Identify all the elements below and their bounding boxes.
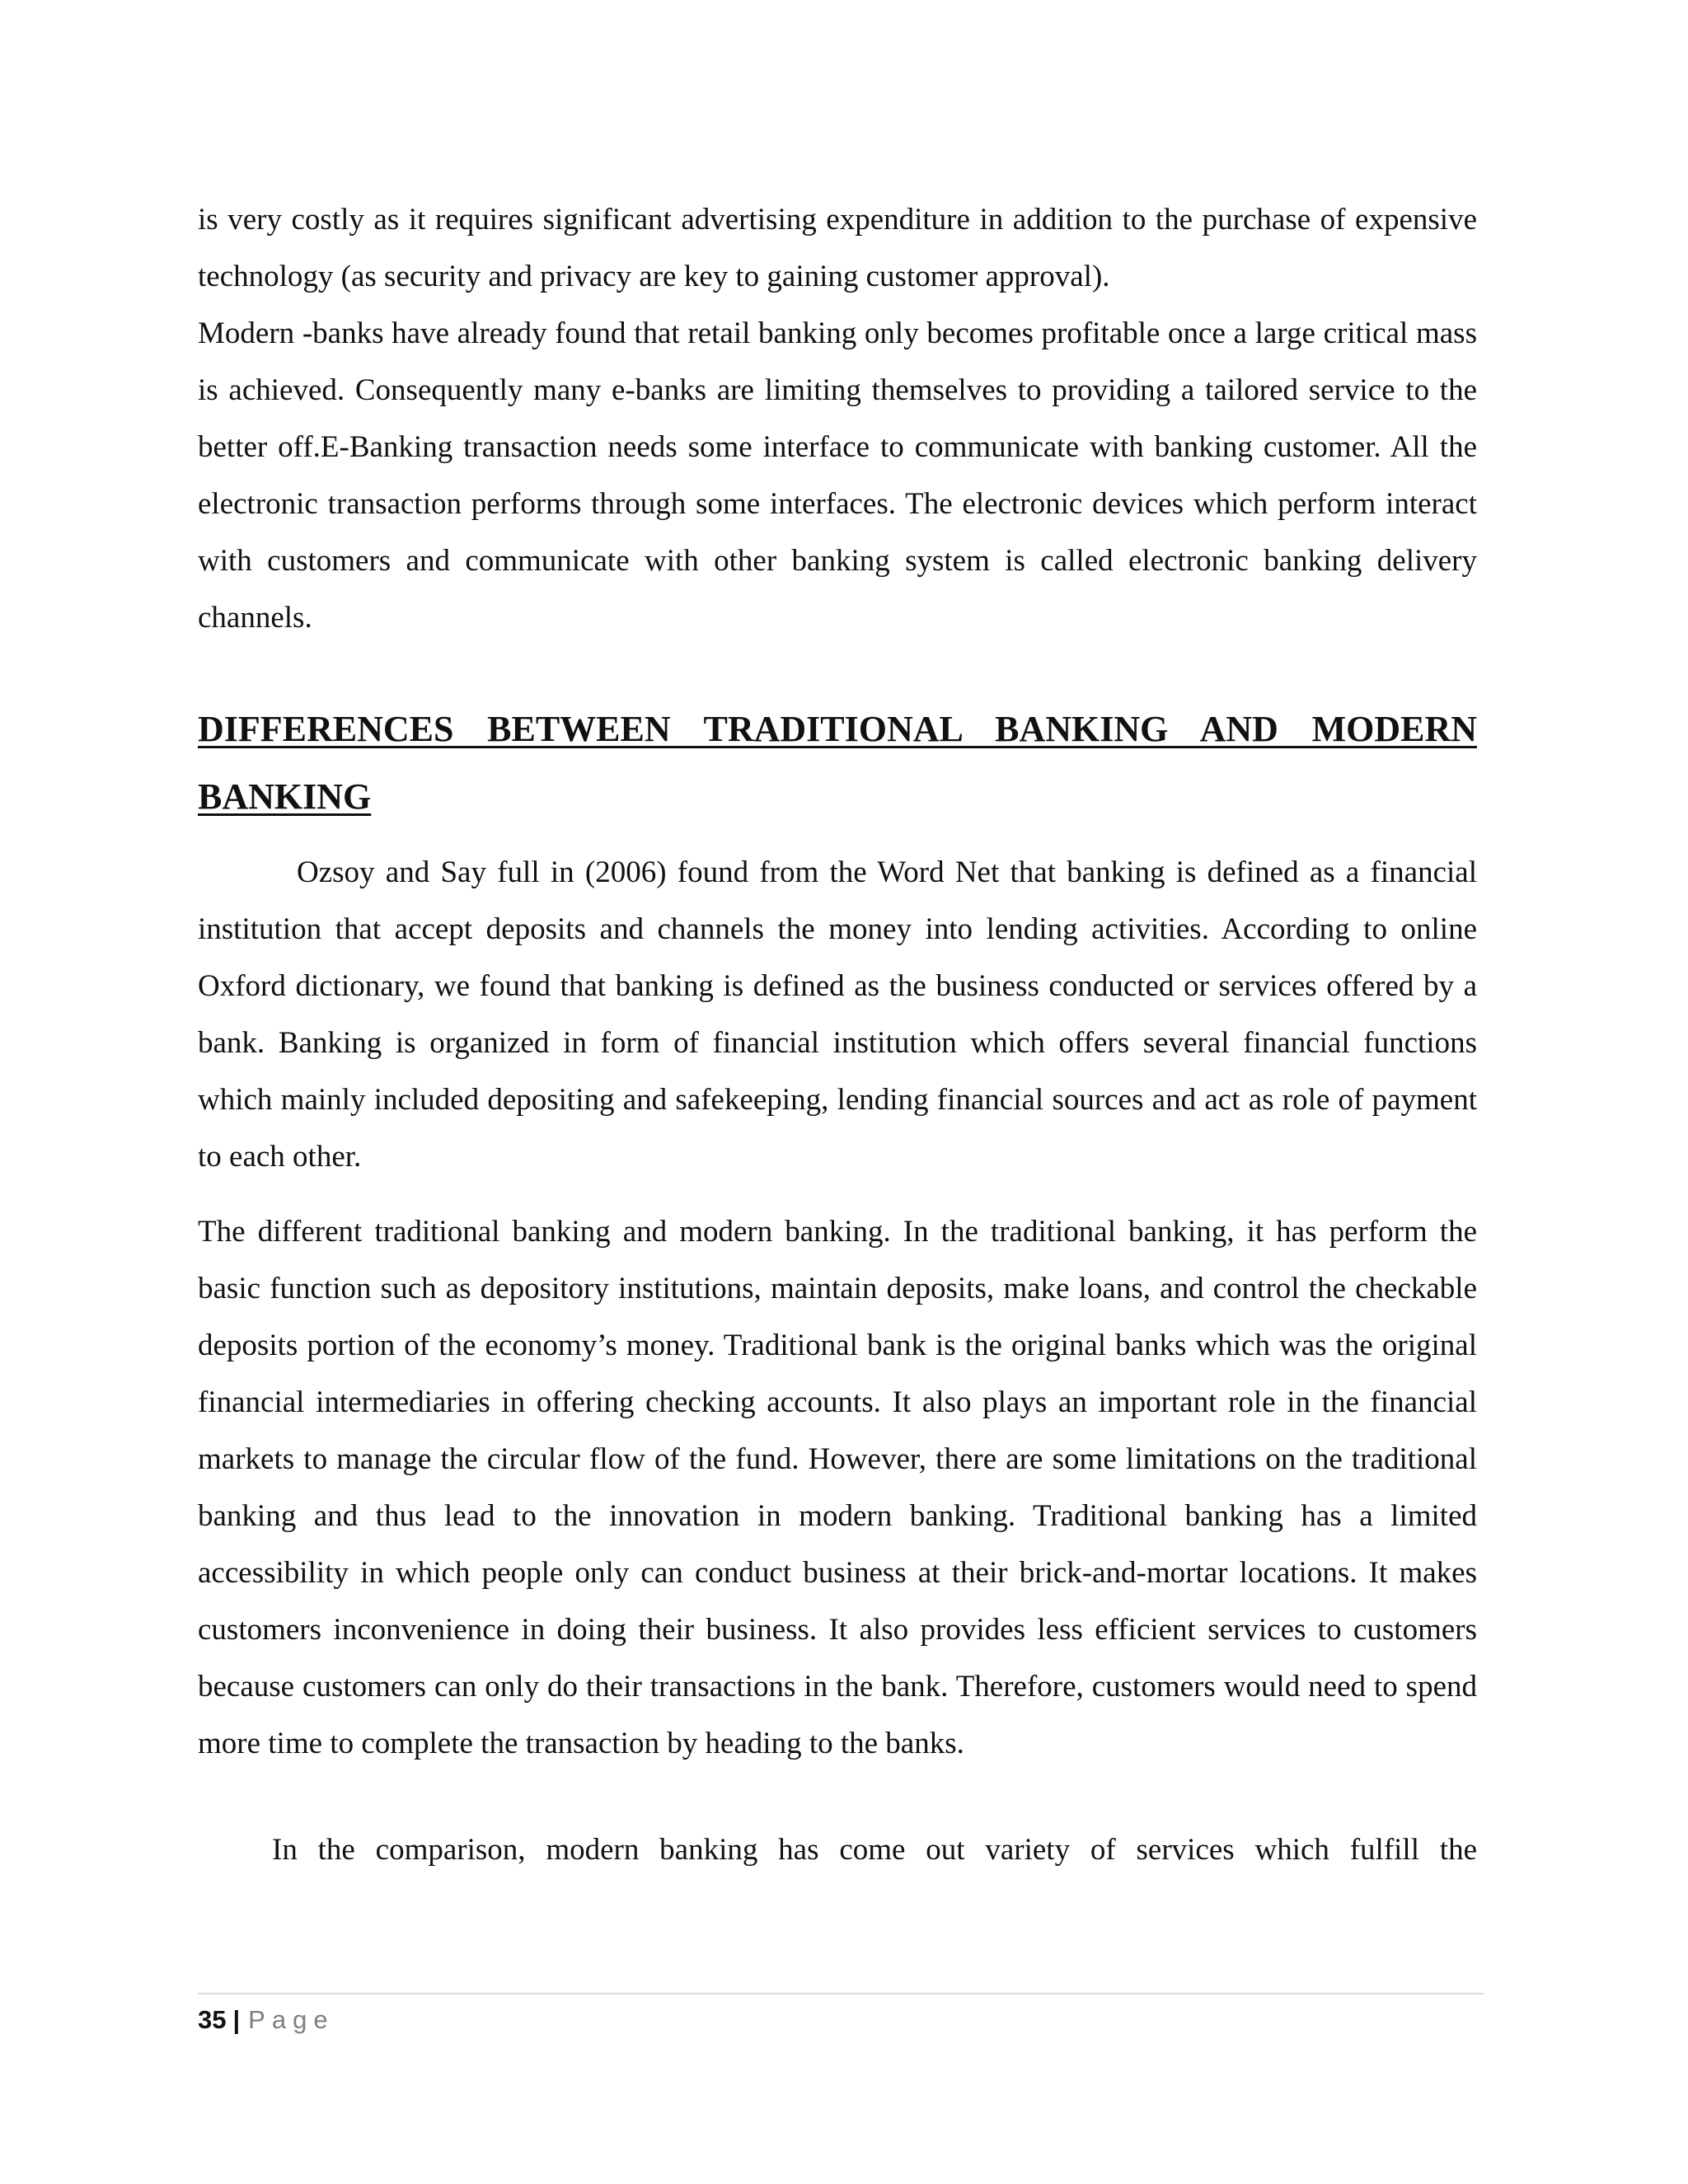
- footer-divider: [198, 1993, 1484, 1994]
- body-paragraph-traditional: The different traditional banking and modern banking. In the traditional banking, it has perform the basic function such as depository institutions, maintain deposits, make loans, and control the checkable deposits portion of the economy’s money. Traditional bank is the original banks which was the original financial intermediaries in offering checking accounts. It also plays an important role in the financial markets to manage the circular flow of the fund. However, there are some limitations on the traditional banking and thus lead to the innovation in modern banking. Traditional banking has a limited accessibility in which people only can conduct business at their brick-and-mortar locations. It makes customers inconvenience in doing their business. It also provides less efficient services to customers because customers can only do their transactions in the bank. Therefore, customers would need to spend more time to complete the transaction by heading to the banks.: [198, 1215, 1477, 1760]
- page-label: Page: [248, 2005, 335, 2034]
- body-paragraph-definition: Ozsoy and Say full in (2006) found from the Word Net that banking is defined as a financial institution that accept deposits and channels the money into lending activities. According to online Oxford dictionary, we found that banking is defined as the business conducted or services offered by a bank. Banking is organized in form of financial institution which offers several financial functions which mainly included depositing and safekeeping, lending financial sources and act as role of payment to each other.: [198, 855, 1477, 1174]
- page-number: 35: [198, 2005, 227, 2034]
- document-page: [198, 191, 1477, 1878]
- body-paragraph-modern-banks: Modern -banks have already found that retail banking only becomes profitable once a large critical mass is achieved. Consequently many e-banks are limiting themselves to providing a tailored service to the better off.E-Banking transaction needs some interface to communicate with banking customer. All the electronic transaction performs through some interfaces. The electronic devices which perform interact with customers and communicate with other banking system is called electronic banking delivery channels.: [198, 316, 1477, 635]
- body-paragraph-comparison: In the comparison, modern banking has come out variety of services which fulfill the: [272, 1833, 1477, 1867]
- section-heading: DIFFERENCES BETWEEN TRADITIONAL BANKING AND MODERN BANKING: [198, 709, 1477, 817]
- footer-separator: |: [232, 2005, 241, 2034]
- page-footer: [198, 1999, 335, 2041]
- body-paragraph-cost: is very costly as it requires significant advertising expenditure in addition to the purchase of expensive technology (as security and privacy are key to gaining customer approval).: [198, 203, 1477, 293]
